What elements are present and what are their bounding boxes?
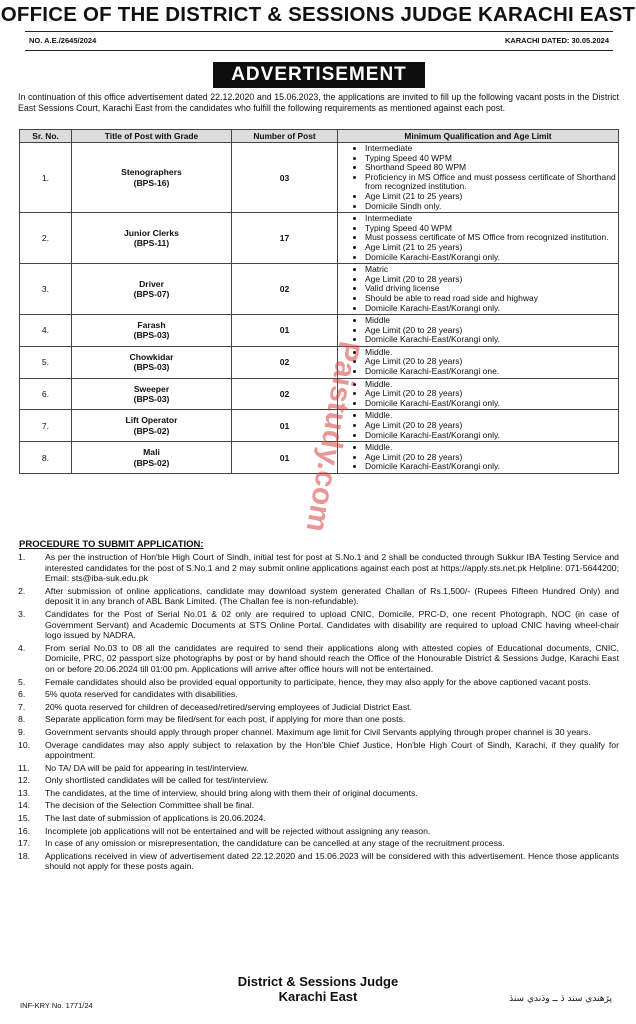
requirement-item: • Middle. bbox=[365, 348, 618, 358]
item-text: After submission of online applications, candidate may download system generated Challan of Rs.1,500/- (Rupees Fifteen Hundred Only) and deposit it in any branch of ABL Bank Limited. (The Challan fee is non-refundable). bbox=[45, 585, 619, 607]
header-qualification: Minimum Qualification and Age Limit bbox=[338, 130, 619, 143]
item-number: 5. bbox=[18, 676, 26, 687]
post-grade: (BPS-07) bbox=[133, 289, 170, 300]
sr-cell: 8. bbox=[20, 442, 72, 474]
procedure-heading: PROCEDURE TO SUBMIT APPLICATION: bbox=[19, 539, 204, 550]
requirement-item: • Age Limit (20 to 28 years) bbox=[365, 453, 618, 463]
post-cell bbox=[72, 442, 232, 474]
list-item bbox=[18, 552, 619, 584]
item-text: 20% quota reserved for children of deceased/retired/serving employees of Judicial District East. bbox=[45, 701, 412, 712]
list-item bbox=[18, 800, 619, 811]
item-text: As per the instruction of Hon'ble High Court of Sindh, initial test for post at S.No.1 and 2 shall be conducted through Sukkur IBA Testing Service and interested candidates for the post of S.No.1 and 2 may submit online applications against each post at https://apply.sts.net.pk Helpline: 071-5644200; Email: sts@iba-suk.edu.pk bbox=[45, 552, 619, 584]
list-item bbox=[18, 689, 619, 700]
item-text: The last date of submission of applications is 20.06.2024. bbox=[45, 813, 266, 824]
list-item bbox=[18, 763, 619, 774]
post-cell bbox=[72, 378, 232, 410]
number-cell: 17 bbox=[232, 213, 338, 264]
post-title: Junior Clerks bbox=[124, 227, 179, 238]
dated-line: KARACHI DATED: 30.05.2024 bbox=[504, 36, 609, 45]
requirement-item: • Domicile Karachi-East/Korangi one. bbox=[365, 367, 618, 377]
list-item bbox=[18, 826, 619, 837]
post-cell bbox=[72, 410, 232, 442]
post-title: Driver bbox=[139, 278, 164, 289]
post-grade: (BPS-03) bbox=[133, 394, 170, 405]
requirement-item: • Intermediate bbox=[365, 214, 618, 224]
requirement-item: • Should be able to read road side and highway bbox=[365, 294, 618, 304]
number-cell: 02 bbox=[232, 346, 338, 378]
item-number: 18. bbox=[18, 850, 31, 861]
requirement-item: • Age Limit (20 to 28 years) bbox=[365, 421, 618, 431]
requirement-item: • Domicile Karachi-East/Korangi only. bbox=[365, 462, 618, 472]
sr-cell: 3. bbox=[20, 264, 72, 315]
number-cell: 02 bbox=[232, 378, 338, 410]
list-item bbox=[18, 838, 619, 849]
requirement-item: • Must possess certificate of MS Office from recognized institution. bbox=[365, 233, 618, 243]
item-number: 2. bbox=[18, 585, 26, 596]
requirements-cell bbox=[338, 143, 619, 213]
inf-number: INF-KRY No. 1771/24 bbox=[20, 1001, 93, 1010]
item-text: Overage candidates may also apply subject to relaxation by the Hon'ble Chief Justice, Hon'ble High Court of Sindh, Karachi, if they qualify for appointment. bbox=[45, 739, 619, 761]
post-title: Farash bbox=[137, 319, 166, 330]
header-sr-no: Sr. No. bbox=[20, 130, 72, 143]
sr-cell: 1. bbox=[20, 143, 72, 213]
item-number: 16. bbox=[18, 825, 31, 836]
item-number: 12. bbox=[18, 775, 31, 786]
list-item bbox=[18, 714, 619, 725]
list-item bbox=[18, 727, 619, 738]
list-item bbox=[18, 813, 619, 824]
item-number: 15. bbox=[18, 813, 31, 824]
list-item bbox=[18, 775, 619, 786]
item-text: Government servants should apply through proper channel. Maximum age limit for Civil Servants applying through proper channel is 30 years. bbox=[45, 726, 591, 737]
item-number: 4. bbox=[18, 642, 26, 653]
requirement-item: • Matric bbox=[365, 265, 618, 275]
header-number: Number of Post bbox=[232, 130, 338, 143]
post-cell bbox=[72, 213, 232, 264]
sr-cell: 7. bbox=[20, 410, 72, 442]
table-row bbox=[20, 143, 619, 213]
requirement-item: • Domicile Karachi-East/Korangi only. bbox=[365, 253, 618, 263]
item-text: From serial No.03 to 08 all the candidates are required to send their applications along with attested copies of Educational documents, CNIC, Domicile, PRC, 02 passport size photographs by post or by hand should reach the Office of the Honourable District & Sessions Judge, Karachi East on or before 20.06.2024 till 01:00 pm. Applications will arrive after office hours will not be entertained. bbox=[45, 642, 619, 674]
item-text: Separate application form may be filed/sent for each post, if applying for more than one posts. bbox=[45, 714, 406, 725]
item-text: The decision of the Selection Committee shall be final. bbox=[45, 800, 255, 811]
item-number: 9. bbox=[18, 726, 26, 737]
post-grade: (BPS-03) bbox=[133, 330, 170, 341]
requirement-item: • Middle. bbox=[365, 380, 618, 390]
requirement-item: • Domicile Karachi-East/Korangi only. bbox=[365, 431, 618, 441]
watermark bbox=[299, 330, 390, 560]
item-number: 17. bbox=[18, 838, 31, 849]
list-item bbox=[18, 643, 619, 675]
list-item bbox=[18, 677, 619, 688]
reference-line bbox=[25, 31, 613, 51]
list-item bbox=[18, 851, 619, 872]
table-row bbox=[20, 213, 619, 264]
sr-cell: 5. bbox=[20, 346, 72, 378]
item-number: 8. bbox=[18, 714, 26, 725]
item-number: 14. bbox=[18, 800, 31, 811]
requirement-item: • Age Limit (21 to 25 years) bbox=[365, 243, 618, 253]
requirement-item: • Age Limit (20 to 28 years) bbox=[365, 357, 618, 367]
item-number: 10. bbox=[18, 739, 31, 750]
post-title: Sweeper bbox=[133, 383, 170, 394]
reference-number: NO. A.E./2645/2024 bbox=[29, 36, 97, 45]
requirement-item: • Valid driving license bbox=[365, 284, 618, 294]
number-cell: 01 bbox=[232, 410, 338, 442]
table-header-row bbox=[20, 130, 619, 143]
item-text: Incomplete job applications will not be entertained and will be rejected without assigning any reason. bbox=[45, 825, 431, 836]
item-number: 13. bbox=[18, 787, 31, 798]
post-grade: (BPS-02) bbox=[133, 425, 170, 436]
requirement-item: • Middle. bbox=[365, 443, 618, 453]
item-text: No TA/ DA will be paid for appearing in test/interview. bbox=[45, 762, 249, 773]
list-item bbox=[18, 586, 619, 607]
requirement-item: • Age Limit (20 to 28 years) bbox=[365, 389, 618, 399]
sr-cell: 6. bbox=[20, 378, 72, 410]
list-item bbox=[18, 702, 619, 713]
procedure-list bbox=[18, 552, 619, 874]
table-row bbox=[20, 264, 619, 315]
requirement-item: • Domicile Sindh only. bbox=[365, 202, 618, 212]
list-item bbox=[18, 788, 619, 799]
item-text: In case of any omission or misrepresentation, the candidature can be cancelled at any stage of the recruitment process. bbox=[45, 838, 505, 849]
requirement-item: • Proficiency in MS Office and must possess certificate of Shorthand from recognized institution. bbox=[365, 173, 618, 192]
requirement-item: • Age Limit (21 to 25 years) bbox=[365, 192, 618, 202]
post-title: Chowkidar bbox=[129, 351, 174, 362]
item-text: Female candidates should also be provided equal opportunity to participate, hence, they may also apply for the above captioned vacant posts. bbox=[45, 676, 591, 687]
requirement-item: • Typing Speed 40 WPM bbox=[365, 224, 618, 234]
item-text: 5% quota reserved for candidates with disabilities. bbox=[45, 689, 238, 700]
intro-paragraph: In continuation of this office advertisement dated 22.12.2020 and 15.06.2023, the applications are invited to fill up the following vacant posts in the District East Sessions Court, Karachi East from the candidates who fulfill the following requirements as mentioned against each post. bbox=[18, 92, 619, 113]
post-grade: (BPS-03) bbox=[133, 362, 170, 373]
post-grade: (BPS-16) bbox=[133, 177, 170, 188]
post-title: Lift Operator bbox=[125, 415, 178, 426]
requirement-item: • Typing Speed 40 WPM bbox=[365, 154, 618, 164]
item-text: Only shortlisted candidates will be called for test/interview. bbox=[45, 775, 269, 786]
requirement-item: • Middle bbox=[365, 316, 618, 326]
number-cell: 01 bbox=[232, 442, 338, 474]
requirement-item: • Age Limit (20 to 28 years) bbox=[365, 326, 618, 336]
post-cell bbox=[72, 346, 232, 378]
item-number: 7. bbox=[18, 701, 26, 712]
list-item bbox=[18, 740, 619, 761]
item-text: The candidates, at the time of interview, should bring along with them their of original documents. bbox=[45, 787, 418, 798]
requirements-cell bbox=[338, 264, 619, 315]
item-number: 1. bbox=[18, 552, 26, 562]
advertisement-banner: ADVERTISEMENT bbox=[213, 62, 425, 88]
item-number: 11. bbox=[18, 762, 30, 773]
requirement-item: • Domicile Karachi-East/Korangi only. bbox=[365, 304, 618, 314]
requirement-item: • Intermediate bbox=[365, 144, 618, 154]
requirement-item: • Domicile Karachi-East/Korangi only. bbox=[365, 335, 618, 345]
item-text: Applications received in view of advertisement dated 22.12.2020 and 15.06.2023 will be considered with this advertisement. Hence those applicants should not apply for these posts again. bbox=[45, 850, 619, 872]
sindhi-slogan: پڙهندي سند ڌ ــ وڌندي سنڌ bbox=[509, 994, 612, 1004]
item-number: 6. bbox=[18, 689, 26, 700]
list-item bbox=[18, 609, 619, 641]
post-cell bbox=[72, 264, 232, 315]
post-title: Mali bbox=[143, 447, 160, 458]
post-cell bbox=[72, 315, 232, 347]
watermark-text: Paistudy.com bbox=[299, 338, 366, 535]
number-cell: 01 bbox=[232, 315, 338, 347]
requirement-item: • Age Limit (20 to 28 years) bbox=[365, 275, 618, 285]
post-cell bbox=[72, 143, 232, 213]
requirement-item: • Shorthand Speed 80 WPM bbox=[365, 163, 618, 173]
sr-cell: 4. bbox=[20, 315, 72, 347]
post-grade: (BPS-11) bbox=[133, 238, 170, 249]
requirement-item: • Middle. bbox=[365, 411, 618, 421]
number-cell: 02 bbox=[232, 264, 338, 315]
header-title: Title of Post with Grade bbox=[72, 130, 232, 143]
item-number: 3. bbox=[18, 608, 26, 619]
sr-cell: 2. bbox=[20, 213, 72, 264]
office-title: OFFICE OF THE DISTRICT & SESSIONS JUDGE KARACHI EAST bbox=[0, 3, 636, 26]
requirements-cell bbox=[338, 213, 619, 264]
signature-location: Karachi East bbox=[278, 989, 358, 1004]
signature-title: District & Sessions Judge bbox=[237, 974, 399, 989]
requirement-item: • Domicile Karachi-East/Korangi only. bbox=[365, 399, 618, 409]
post-grade: (BPS-02) bbox=[133, 457, 170, 468]
item-text: Candidates for the Post of Serial No.01 & 02 only are required to upload CNIC, Domicile, PRC-D, one recent Photograph, NOC (in case of Government Servant) and Academic Documents at STS Online Portal. Candidates with disability are required to upload CNIC having wheel-chair logo issued by NADRA. bbox=[45, 608, 619, 641]
number-cell: 03 bbox=[232, 143, 338, 213]
post-title: Stenographers bbox=[121, 167, 182, 178]
